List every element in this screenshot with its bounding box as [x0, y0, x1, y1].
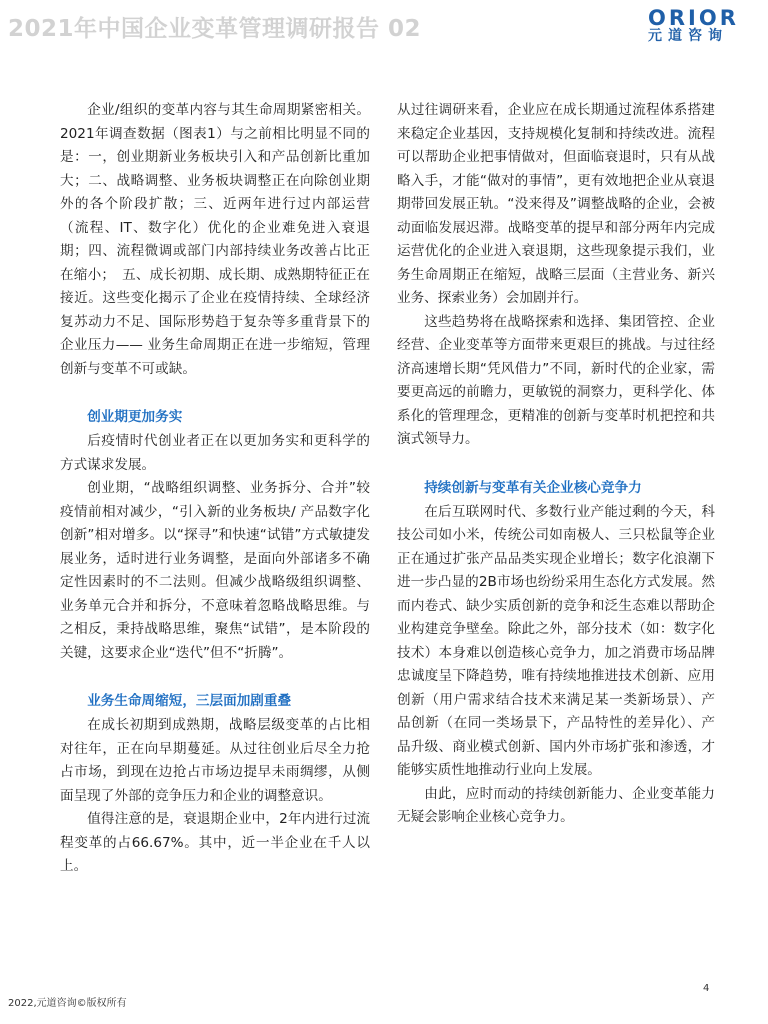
left-column: [60, 99, 370, 879]
right-paragraph-1: 从过往调研来看，企业应在成长期通过流程体系搭建来稳定企业基因，支持规模化复制和持续改进。流程可以帮助企业把事情做对，但面临衰退时，只有从战略入手，才能“做对的事情”，更有效地把企业从衰退期带回发展正轨。“没来得及”调整战略的企业，会被动面临发展迟滞。战略变革的提早和部分两年内完成运营优化的企业进入衰退期，这些现象提示我们，业务生命周期正在缩短，战略三层面（主营业务、新兴业务、探索业务）会加剧并行。: [397, 102, 715, 306]
footer-copyright: 2022,元道咨询©版权所有: [8, 998, 127, 1009]
logo-english-text: ORIOR: [648, 6, 739, 30]
report-header-title: 2021年中国企业变革管理调研报告 02: [8, 16, 422, 42]
right-paragraph-3: 在后互联网时代、多数行业产能过剩的今天，科技公司如小米，传统公司如南极人、三只松鼠等企业正在通过扩张产品品类实现企业增长；数字化浪潮下进一步凸显的2B市场也纷纷采用生态化方式发展。然而内卷式、缺少实质创新的竞争和泛生态难以帮助企业构建竞争壁垒。除此之外，部分技术（如：数字化技术）本身难以创造核心竞争力，加之消费市场品牌忠诚度呈下降趋势，唯有持续地推进技术创新、应用创新（用户需求结合技术来满足某一类新场景）、产品创新（在同一类场景下，产品特性的差异化）、产品升级、商业模式创新、国内外市场扩张和渗透，才能够实质性地推动行业向上发展。: [397, 503, 715, 778]
left-paragraph-4: 在成长初期到成熟期，战略层级变革的占比相对往年，正在向早期蔓延。从过往创业后尽全力抢占市场，到现在边抢占市场边提早未雨绸缪，从侧面呈现了外部的竞争压力和企业的调整意识。: [60, 717, 370, 804]
section-heading-innovation: 持续创新与变革有关企业核心竞争力: [424, 479, 642, 496]
left-paragraph-1: 企业/组织的变革内容与其生命周期紧密相关。2021年调查数据（图表1）与之前相比明显不同的是：一，创业期新业务板块引入和产品创新比重加大；二、战略调整、业务板块调整正在向除创业期外的各个阶段扩散；三、近两年进行过内部运营（流程、IT、数字化）优化的企业难免进入衰退期；四、流程微调或部门内部持续业务改善占比正在缩小； 五、成长初期、成长期、成熟期特征正在接近。这些变化揭示了企业在疫情持续、全球经济复苏动力不足、国际形势趋于复杂等多重背景下的企业压力—— 业务生命周期正在进一步缩短，管理创新与变革不可或缺。: [60, 102, 370, 377]
left-paragraph-5: 值得注意的是，衰退期企业中，2年内进行过流程变革的占66.67%。其中，近一半企业在千人以上。: [60, 811, 370, 874]
right-paragraph-2: 这些趋势将在战略探索和选择、集团管控、企业经营、企业变革等方面带来更艰巨的挑战。与过往经济高速增长期“凭风借力”不同，新时代的企业家，需要更高远的前瞻力，更敏锐的洞察力，更科学化、体系化的管理理念，更精准的创新与变革时机把控和共演式领导力。: [397, 313, 715, 447]
right-paragraph-4: 由此，应时而动的持续创新能力、企业变革能力无疑会影响企业核心竞争力。: [397, 785, 715, 825]
left-paragraph-3: 创业期，“战略组织调整、业务拆分、合并”较疫情前相对减少，“引入新的业务板块/ 产品数字化创新”相对增多。以“探寻”和快速“试错”方式敏捷发展业务，适时进行业务调整，是面向外部诸多不确定性因素时的不二法则。但减少战略级组织调整、业务单元合并和拆分，不意味着忽略战略思维。与之相反，秉持战略思维，聚焦“试错”，是本阶段的关键，这要求企业“迭代”但不“折腾”。: [60, 480, 370, 661]
right-column: [397, 99, 715, 830]
logo-chinese-text: 元道咨询: [648, 28, 728, 44]
left-paragraph-2: 后疫情时代创业者正在以更加务实和更科学的方式谋求发展。: [60, 433, 370, 473]
section-heading-lifecycle: 业务生命周缩短，三层面加剧重叠: [87, 693, 292, 709]
page-number: 4: [703, 983, 710, 994]
section-heading-startup: 创业期更加务实: [87, 409, 183, 425]
company-logo: [648, 8, 754, 44]
